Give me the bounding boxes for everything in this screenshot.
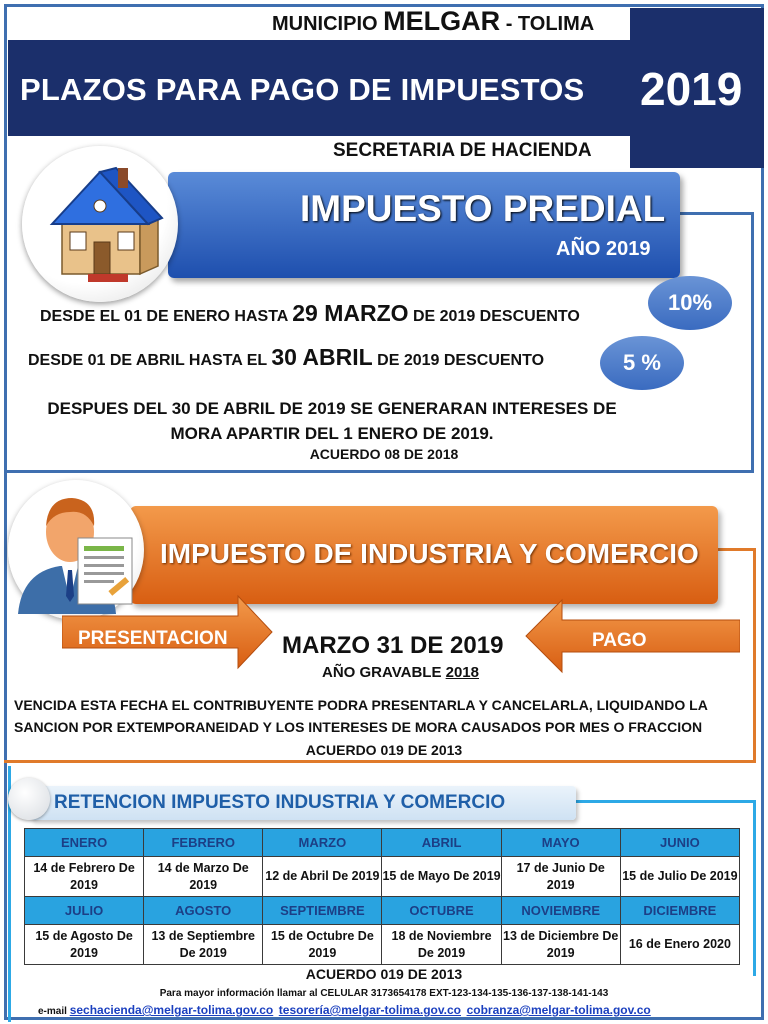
email-link-hacienda[interactable]: sechacienda@melgar-tolima.gov.co	[69, 1003, 274, 1017]
month-cell: JULIO	[25, 897, 144, 925]
page-title: PLAZOS PARA PAGO DE IMPUESTOS	[20, 72, 585, 107]
email-label: e-mail	[38, 1006, 67, 1017]
predial-row-1: DESDE EL 01 DE ENERO HASTA 29 MARZO DE 2019 DESCUENTO	[40, 300, 580, 326]
industria-title: IMPUESTO DE INDUSTRIA Y COMERCIO	[160, 538, 699, 569]
email-link-cobranza[interactable]: cobranza@melgar-tolima.gov.co	[466, 1003, 651, 1017]
email-line	[38, 1003, 651, 1017]
presentacion-label: PRESENTACION	[78, 628, 228, 649]
discount-badge-2: 5 %	[600, 336, 684, 390]
industria-acuerdo: ACUERDO 019 DE 2013	[305, 742, 463, 758]
month-cell: MARZO	[263, 829, 382, 857]
pago-label: PAGO	[592, 630, 647, 651]
predial-row-2: DESDE 01 DE ABRIL HASTA EL 30 ABRIL DE 2019 DESCUENTO	[28, 344, 545, 370]
month-cell: SEPTIEMBRE	[263, 897, 382, 925]
retencion-acuerdo: ACUERDO 019 DE 2013	[305, 966, 463, 982]
predial-row-2-date: 30 ABRIL	[271, 344, 373, 370]
due-date-cell: 15 de Julio De 2019	[620, 857, 739, 897]
retencion-calendar	[24, 828, 740, 965]
house-icon	[22, 146, 178, 302]
predial-year: AÑO 2019	[556, 238, 651, 260]
retencion-bullet	[8, 778, 50, 820]
due-date-cell: 15 de Octubre De 2019	[263, 925, 382, 965]
due-date-cell: 13 de Septiembre De 2019	[144, 925, 263, 965]
date-row-1	[25, 857, 740, 897]
due-date-cell: 12 de Abril De 2019	[263, 857, 382, 897]
predial-acuerdo: ACUERDO 08 DE 2018	[309, 446, 459, 462]
due-date-cell: 16 de Enero 2020	[620, 925, 739, 965]
retencion-title: RETENCION IMPUESTO INDUSTRIA Y COMERCIO	[54, 792, 506, 813]
month-cell: ABRIL	[382, 829, 501, 857]
contact-info: Para mayor información llamar al CELULAR 3173654178 EXT-123-134-135-136-137-138-141-143	[159, 988, 609, 999]
municipio-heading: MUNICIPIO MELGAR - TOLIMA	[272, 6, 595, 36]
due-date-cell: 13 de Diciembre De 2019	[501, 925, 620, 965]
month-cell: AGOSTO	[144, 897, 263, 925]
predial-divider	[4, 470, 754, 473]
secretaria-label: SECRETARIA DE HACIENDA	[333, 140, 592, 161]
due-date-cell: 14 de Febrero De 2019	[25, 857, 144, 897]
industria-divider	[4, 760, 756, 763]
year-label: 2019	[640, 63, 743, 115]
due-date-cell: 15 de Agosto De 2019	[25, 925, 144, 965]
month-cell: FEBRERO	[144, 829, 263, 857]
due-date-cell: 17 de Junio De 2019	[501, 857, 620, 897]
month-cell: NOVIEMBRE	[501, 897, 620, 925]
predial-title: IMPUESTO PREDIAL	[300, 188, 666, 229]
date-row-2	[25, 925, 740, 965]
email-link-tesoreria[interactable]: tesorería@melgar-tolima.gov.co	[278, 1003, 461, 1017]
industria-note: VENCIDA ESTA FECHA EL CONTRIBUYENTE PODRA PRESENTARLA Y CANCELARLA, LIQUIDANDO LA SANCION POR EXTEMPORANEIDAD Y LOS INTERESES DE MORA CAUSADOS POR MES O FRACCION	[14, 697, 708, 735]
due-date-cell: 18 de Noviembre De 2019	[382, 925, 501, 965]
month-header-row-2	[25, 897, 740, 925]
due-date-cell: 14 de Marzo De 2019	[144, 857, 263, 897]
industria-date: MARZO 31 DE 2019	[282, 632, 504, 659]
predial-row-1-date: 29 MARZO	[292, 300, 409, 326]
ano-gravable: AÑO GRAVABLE 2018	[322, 664, 479, 681]
discount-badge-1: 10%	[648, 276, 732, 330]
month-cell: JUNIO	[620, 829, 739, 857]
month-cell: ENERO	[25, 829, 144, 857]
month-cell: OCTUBRE	[382, 897, 501, 925]
month-header-row-1	[25, 829, 740, 857]
due-date-cell: 15 de Mayo De 2019	[382, 857, 501, 897]
predial-connector	[680, 212, 754, 472]
predial-note: DESPUES DEL 30 DE ABRIL DE 2019 SE GENERARAN INTERESES DE MORA APARTIR DEL 1 ENERO DE 2019.	[47, 399, 617, 443]
month-cell: DICIEMBRE	[620, 897, 739, 925]
month-cell: MAYO	[501, 829, 620, 857]
